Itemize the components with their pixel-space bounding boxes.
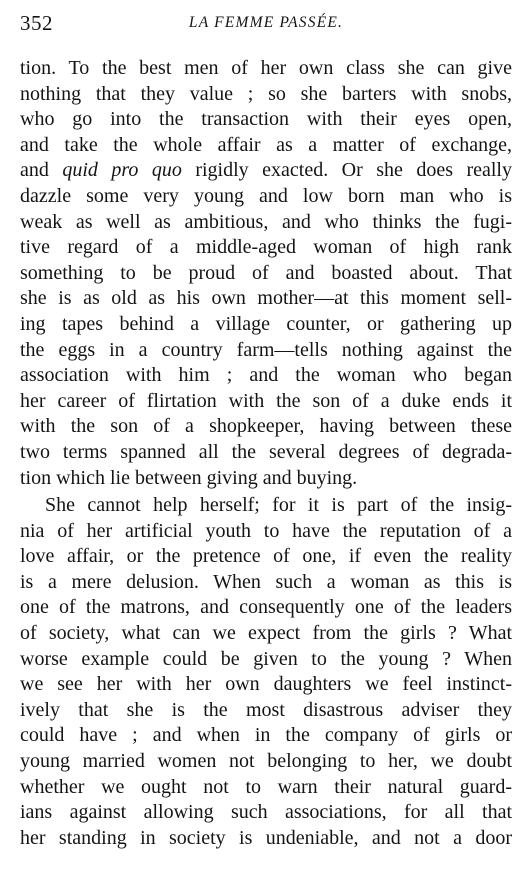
text-line: young married women not belonging to her, we doubt	[20, 750, 512, 773]
text-line: with the son of a shopkeeper, having between these	[20, 415, 512, 438]
paragraph-2	[20, 493, 512, 851]
line-segment: and	[20, 159, 63, 182]
text-line: worse example could be given to the young ? When	[20, 647, 512, 670]
text-line: tion which lie between giving and buying.	[20, 466, 358, 489]
body-text	[20, 56, 512, 851]
text-line: association with him ; and the woman who began	[20, 364, 512, 387]
text-line: ians against allowing such associations, for all that	[20, 801, 512, 824]
text-line: is a mere delusion. When such a woman as this is	[20, 570, 512, 593]
text-line: she is as old as his own mother—at this moment sell-	[20, 287, 512, 310]
text-line: love affair, or the pretence of one, if even the reality	[20, 545, 512, 568]
line-segment: rigidly exacted. Or she does really	[181, 159, 512, 182]
text-line: whether we ought not to warn their natural guard-	[20, 775, 512, 798]
text-line: and take the whole affair as a matter of exchange,	[20, 133, 512, 156]
text-line: her career of flirtation with the son of a duke ends it	[20, 389, 512, 412]
text-line: nia of her artificial youth to have the reputation of a	[20, 519, 512, 542]
text-line: could have ; and when in the company of girls or	[20, 724, 512, 747]
text-line: tion. To the best men of her own class she can give	[20, 57, 512, 79]
text-line: we see her with her own daughters we feel instinct-	[20, 673, 512, 696]
text-line: two terms spanned all the several degrees of degrada-	[20, 440, 512, 463]
text-line: ing tapes behind a village counter, or gathering up	[20, 312, 512, 335]
text-line: one of the matrons, and consequently one of the leaders	[20, 596, 512, 619]
text-line: weak as well as ambitious, and who thinks the fugi-	[20, 210, 512, 233]
text-line: of society, what can we expect from the girls ? What	[20, 622, 512, 645]
page-number: 352	[20, 11, 53, 35]
running-head	[20, 8, 512, 38]
paragraph-1	[20, 56, 512, 491]
text-line: nothing that they value ; so she barters with snobs,	[20, 82, 512, 105]
text-line: her standing in society is undeniable, and not a door	[20, 826, 512, 849]
text-line: dazzle some very young and low born man who is	[20, 184, 512, 207]
text-line: tive regard of a middle-aged woman of high rank	[20, 236, 512, 259]
text-line: the eggs in a country farm—tells nothing against the	[20, 338, 512, 361]
italic-phrase: quid pro quo	[62, 159, 182, 182]
text-line: She cannot help herself; for it is part of the insig-	[45, 494, 512, 517]
text-line: something to be proud of and boasted about. That	[20, 261, 512, 284]
running-title: LA FEMME PASSÉE.	[188, 14, 344, 31]
text-line: ively that she is the most disastrous adviser they	[20, 698, 512, 721]
text-line	[20, 158, 512, 184]
text-line: who go into the transaction with their eyes open,	[20, 108, 512, 131]
